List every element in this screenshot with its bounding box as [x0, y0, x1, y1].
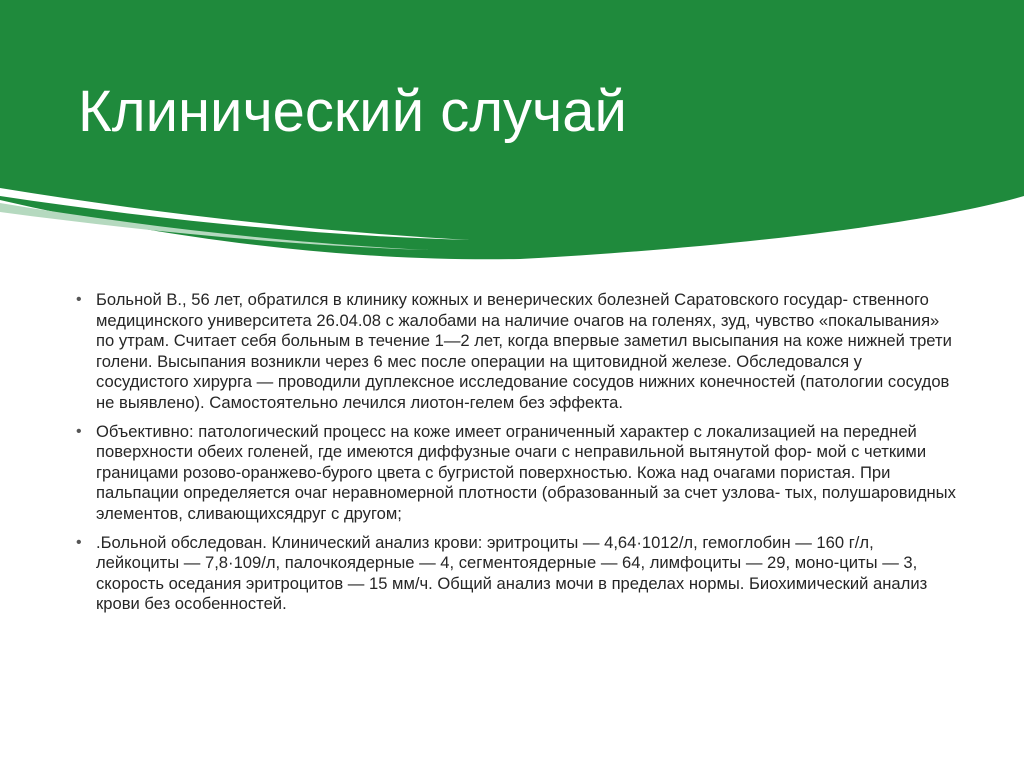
- bullet-text: .Больной обследован. Клинический анализ крови: эритроциты — 4,64·1012/л, гемоглобин — 160 г/л, лейкоциты — 7,8·109/л, палочкоядерные — 4, сегментоядерные — 64, лимфоциты — 29, моно-циты — 3, скорость оседания эритроцитов — 15 мм/ч. Общий анализ мочи в пределах нормы. Биохимический анализ крови без особенностей.: [96, 532, 928, 614]
- bullet-text: Больной В., 56 лет, обратился в клинику кожных и венерических болезней Саратовского государ- ственного медицинского университета 26.04.08 с жалобами на наличие очагов на голенях, зуд, чувство «покалывания» по утрам. Считает себя больным в течение 1—2 лет, когда впервые заметил высыпания на коже нижней трети голени. Высыпания возникли через 6 мес после операции на щитовидной железе. Обследовался у сосудистого хирурга — проводили дуплексное исследование сосудов нижних конечностей (патологии сосудов не выявлено). Самостоятельно лечился лиотон-гелем без эффекта.: [96, 290, 952, 412]
- bullet-text: Объективно: патологический процесс на коже имеет ограниченный характер с локализацией на передней поверхности обеих голеней, где имеются диффузные очаги с неправильной вытянутой фор- мой с четкими границами розово-оранжево-бурого цвета с бугристой поверхностью. Кожа над очагами пористая. При пальпации определяется очаг неравномерной плотности (образованный за счет узлова- тых, полушаровидных элементов, сливающихсядруг с другом;: [96, 421, 956, 523]
- bullet-item: [76, 533, 956, 615]
- bullet-item: [76, 290, 956, 414]
- bullet-marker: •: [76, 533, 82, 551]
- bullet-marker: •: [76, 422, 82, 440]
- bullet-marker: •: [76, 291, 82, 308]
- slide-title: Клинический случай: [78, 79, 627, 144]
- bullet-item: [76, 422, 956, 525]
- bullet-list: [76, 290, 956, 623]
